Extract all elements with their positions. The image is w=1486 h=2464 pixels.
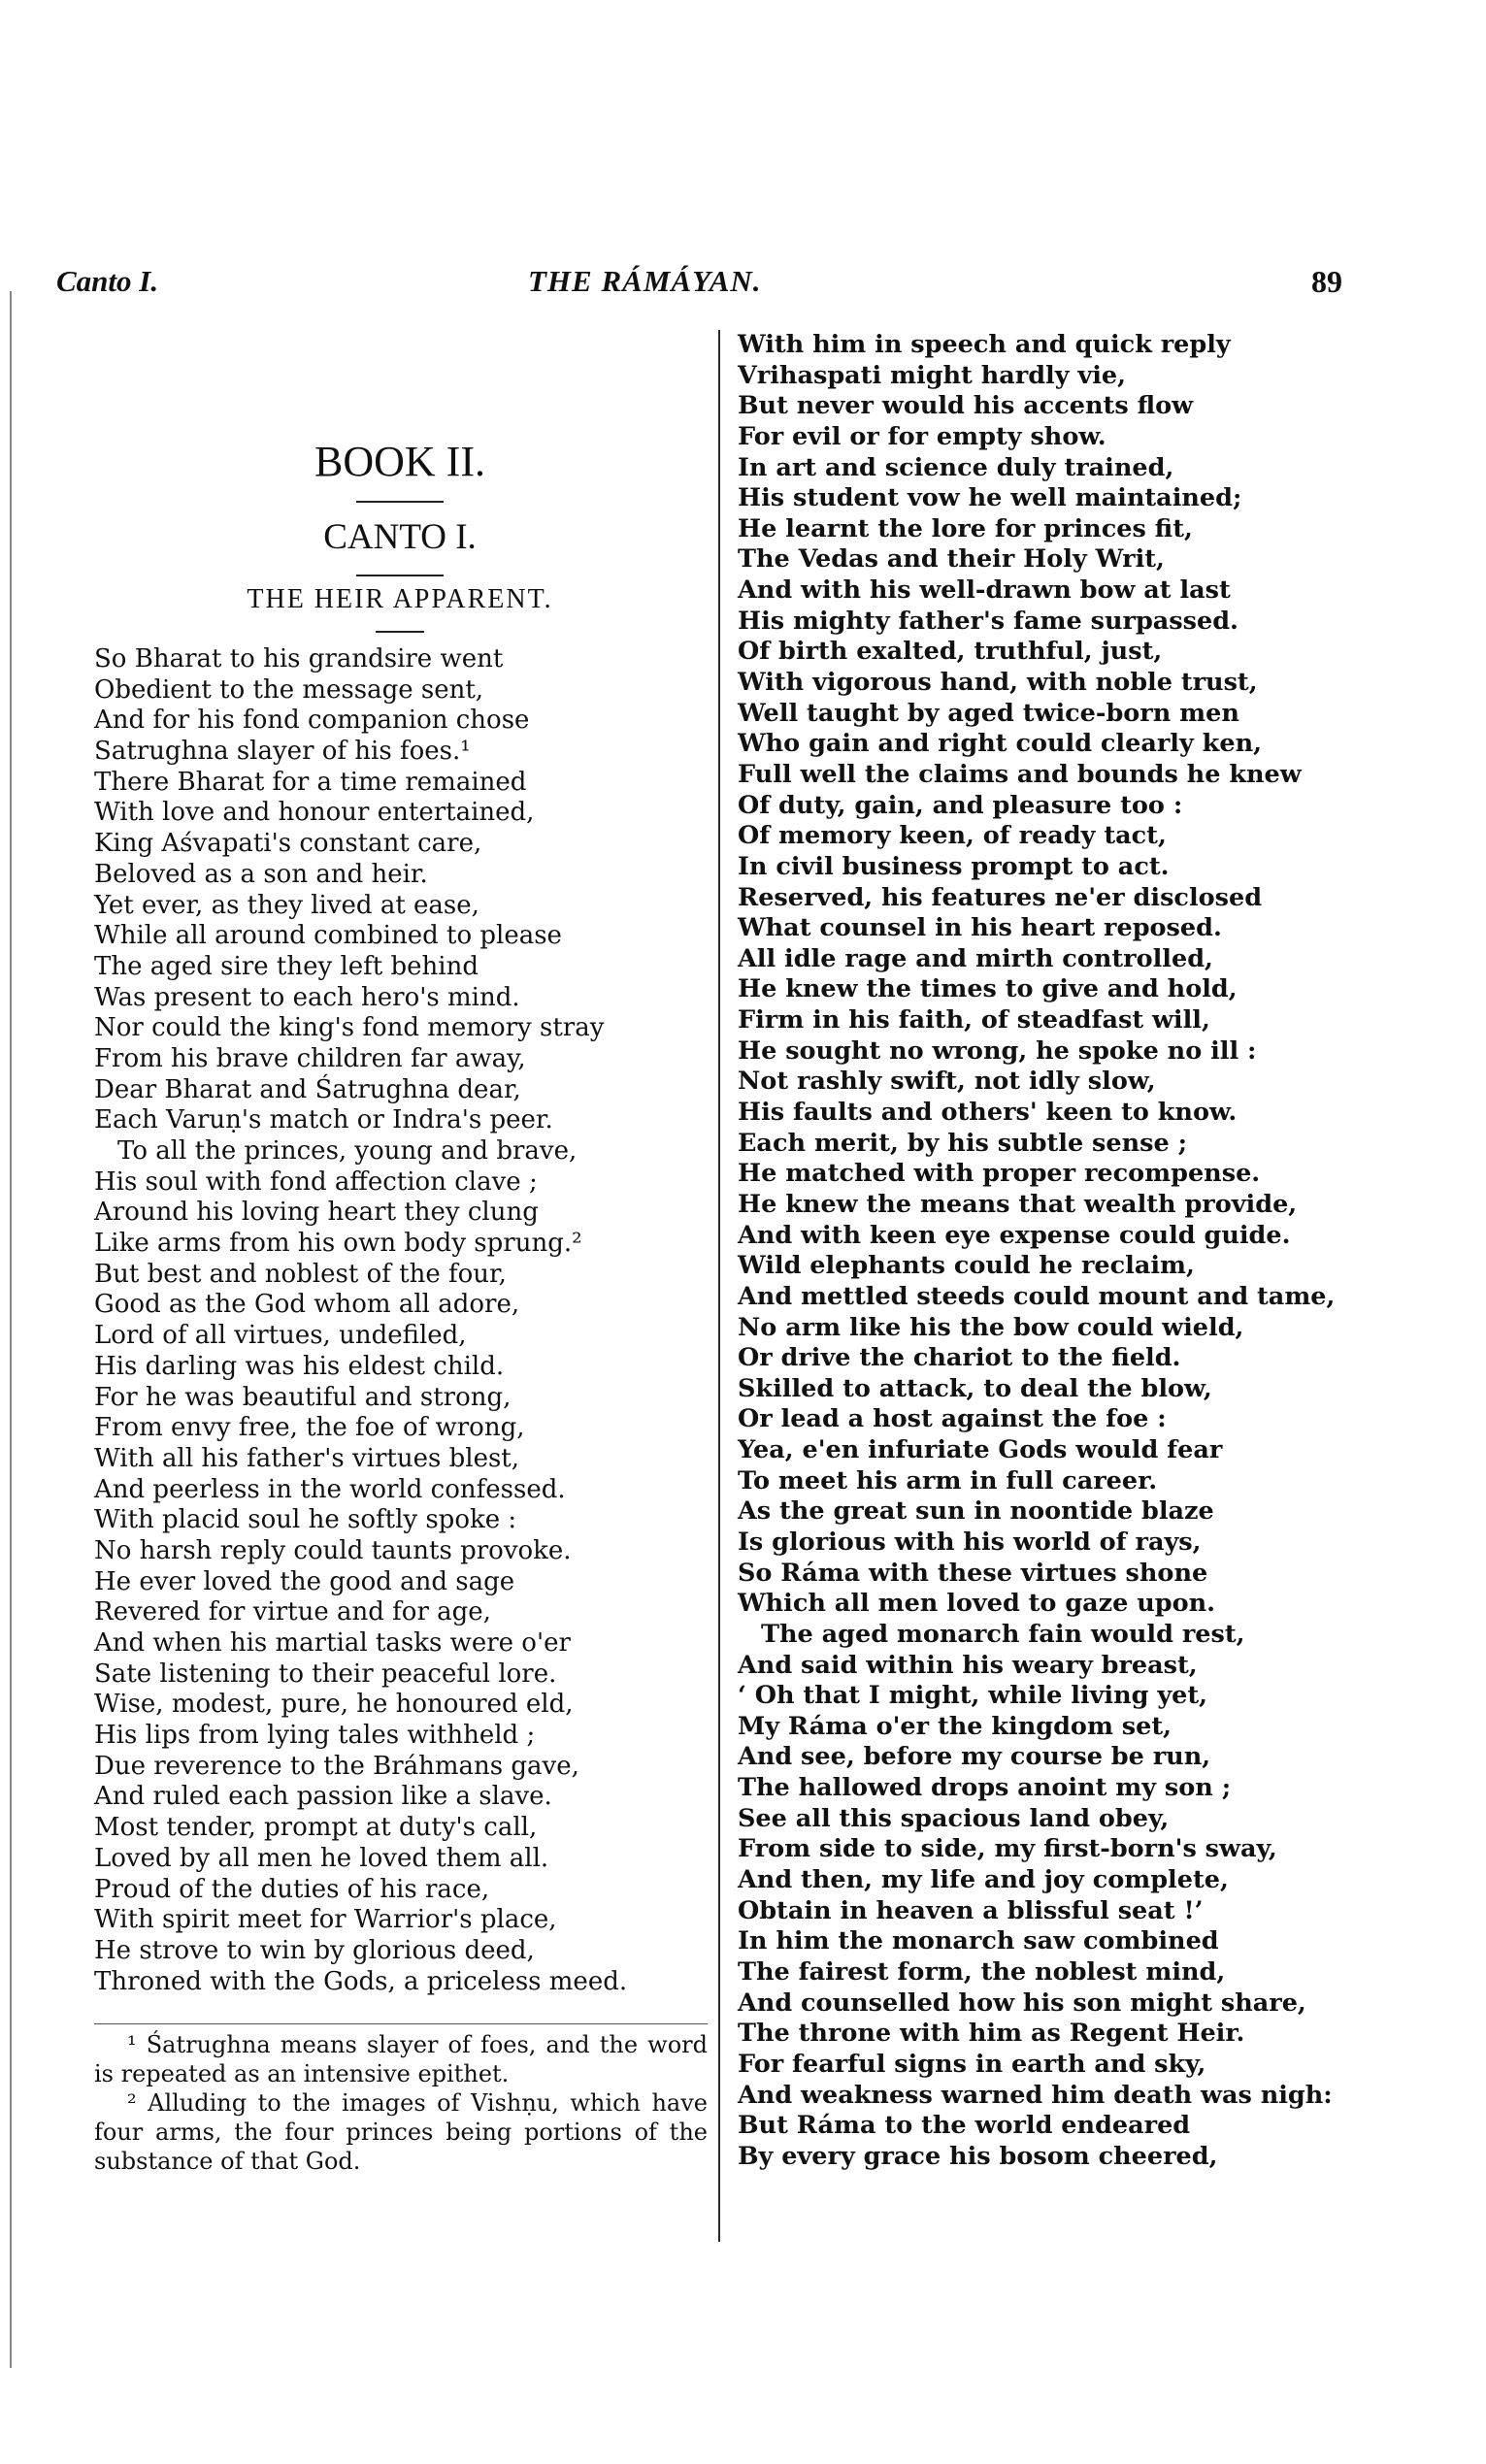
verse-line: His lips from lying tales withheld ; — [94, 1721, 536, 1751]
verse-line: No arm like his the bow could wield, — [738, 1312, 1244, 1342]
verse-line: In him the monarch saw combined — [738, 1926, 1219, 1956]
verse-line: The Vedas and their Holy Writ, — [738, 544, 1165, 575]
verse-line: For he was beautiful and strong, — [94, 1382, 512, 1412]
verse-line: His darling was his eldest child. — [94, 1351, 505, 1381]
verse-line: From his brave children far away, — [94, 1043, 526, 1073]
verse-line: From side to side, my first-born's sway, — [738, 1834, 1277, 1864]
verse-line: And counselled how his son might share, — [738, 1988, 1306, 2018]
verse-line: With all his father's virtues blest, — [94, 1443, 520, 1473]
verse-line: In civil business prompt to act. — [738, 851, 1170, 881]
verse-line: Each Varuṇ's match or Indra's peer. — [94, 1105, 553, 1135]
verse-line: Or lead a host against the foe : — [738, 1404, 1167, 1434]
canto-heading: CANTO I. — [323, 517, 477, 557]
verse-line: Around his loving heart they clung — [94, 1198, 539, 1228]
verse-line: He ever loved the good and sage — [94, 1566, 515, 1596]
verse-line: So Ráma with these virtues shone — [738, 1558, 1208, 1588]
verse-line: But best and noblest of the four, — [94, 1259, 507, 1289]
verse-line: Yet ever, as they lived at ease, — [94, 890, 479, 920]
verse-line: Skilled to attack, to deal the blow, — [738, 1373, 1212, 1403]
header-book-title: THE RÁMÁYAN. — [528, 264, 762, 298]
verse-line: As the great sun in noontide blaze — [738, 1496, 1214, 1527]
verse-line: While all around combined to please — [94, 921, 562, 951]
verse-line: He knew the means that wealth provide, — [738, 1189, 1298, 1219]
header-canto: Canto I. — [56, 264, 159, 298]
verse-line: Each merit, by his subtle sense ; — [738, 1128, 1188, 1158]
heading-rule — [356, 501, 444, 503]
verse-line: With placid soul he softly spoke : — [94, 1505, 517, 1535]
scan-margin-line — [10, 291, 12, 2368]
page-number: 89 — [1311, 264, 1342, 299]
verse-line: The aged sire they left behind — [94, 951, 479, 981]
heading-rule — [356, 575, 444, 576]
verse-line: Obtain in heaven a blissful seat !’ — [738, 1895, 1204, 1925]
verse-line: Reserved, his features ne'er disclosed — [738, 882, 1263, 912]
verse-line: And see, before my course be run, — [738, 1742, 1211, 1772]
heading-rule — [376, 631, 424, 633]
verse-line: And then, my life and joy complete, — [738, 1865, 1229, 1895]
verse-line: Nor could the king's fond memory stray — [94, 1013, 605, 1043]
verse-line: His faults and others' keen to know. — [738, 1098, 1238, 1128]
verse-line: For evil or for empty show. — [738, 421, 1106, 451]
verse-line: See all this spacious land obey, — [738, 1803, 1170, 1833]
verse-line: Revered for virtue and for age, — [94, 1597, 491, 1627]
verse-line: And for his fond companion chose — [94, 706, 530, 736]
verse-line: By every grace his bosom cheered, — [738, 2141, 1218, 2171]
verse-line: Obedient to the message sent, — [94, 674, 484, 705]
verse-line: He knew the times to give and hold, — [738, 974, 1238, 1004]
verse-line: So Bharat to his grandsire went — [94, 644, 504, 673]
verse-line: To meet his arm in full career. — [738, 1465, 1158, 1495]
verse-line: Lord of all virtues, undefiled, — [94, 1321, 467, 1351]
verse-line: Not rashly swift, not idly slow, — [738, 1067, 1156, 1097]
verse-line: Proud of the duties of his race, — [94, 1874, 490, 1904]
verse-line: His mighty father's fame surpassed. — [738, 606, 1238, 636]
verse-line: Firm in his faith, of steadfast will, — [738, 1005, 1210, 1035]
verse-line: And ruled each passion like a slave. — [94, 1782, 552, 1812]
verse-line: And mettled steeds could mount and tame, — [738, 1281, 1336, 1311]
verse-line: With vigorous hand, with noble trust, — [738, 668, 1258, 698]
verse-line: Loved by all men he loved them all. — [94, 1843, 549, 1873]
book-heading: BOOK II. — [314, 438, 485, 485]
verse-line: His soul with fond affection clave ; — [94, 1166, 538, 1197]
verse-line: And weakness warned him death was nigh: — [738, 2080, 1333, 2110]
left-verse-block — [94, 644, 715, 1997]
verse-line: Sate listening to their peaceful lore. — [94, 1659, 557, 1689]
verse-line: With him in speech and quick reply — [738, 330, 1231, 359]
verse-line: King Aśvapati's constant care, — [94, 829, 482, 859]
chapter-title: THE HEIR APPARENT. — [247, 584, 553, 614]
verse-line: Was present to each hero's mind. — [94, 982, 520, 1012]
verse-line: Full well the claims and bounds he knew — [738, 759, 1302, 789]
verse-line: Of birth exalted, truthful, just, — [738, 637, 1163, 667]
verse-line: Throned with the Gods, a priceless meed. — [94, 1966, 628, 1996]
verse-line: He learnt the lore for princes fit, — [738, 513, 1193, 543]
verse-line: Who gain and right could clearly ken, — [738, 729, 1262, 759]
verse-line: From envy free, the foe of wrong, — [94, 1413, 525, 1443]
verse-line: There Bharat for a time remained — [94, 767, 527, 797]
verse-line: Which all men loved to gaze upon. — [738, 1589, 1216, 1619]
verse-line: Good as the God whom all adore, — [94, 1290, 520, 1320]
verse-line: My Ráma o'er the kingdom set, — [738, 1711, 1172, 1741]
verse-line: The hallowed drops anoint my son ; — [738, 1773, 1232, 1803]
verse-line: But never would his accents flow — [738, 391, 1194, 421]
verse-line: In art and science duly trained, — [738, 452, 1174, 482]
verse-line: Or drive the chariot to the field. — [738, 1343, 1181, 1373]
verse-line: And with keen eye expense could guide. — [738, 1220, 1291, 1250]
verse-line: Beloved as a son and heir. — [94, 859, 428, 889]
footnotes — [94, 2030, 708, 2176]
verse-line: What counsel in his heart reposed. — [738, 913, 1222, 943]
verse-line: Well taught by aged twice-born men — [738, 698, 1239, 728]
verse-line: The throne with him as Regent Heir. — [738, 2019, 1245, 2049]
verse-line: His student vow he well maintained; — [738, 483, 1242, 513]
verse-line: With spirit meet for Warrior's place, — [94, 1905, 557, 1935]
running-header — [56, 264, 1342, 312]
verse-line: ‘ Oh that I might, while living yet, — [738, 1681, 1208, 1711]
verse-line: Yea, e'en infuriate Gods would fear — [738, 1435, 1223, 1465]
verse-line: Wild elephants could he reclaim, — [738, 1251, 1195, 1281]
verse-line: Of memory keen, of ready tact, — [738, 821, 1167, 851]
verse-line: To all the princes, young and brave, — [117, 1136, 578, 1166]
verse-line: He matched with proper recompense. — [738, 1159, 1261, 1189]
verse-line: And with his well-drawn bow at last — [738, 575, 1231, 606]
right-verse-block — [738, 330, 1359, 2172]
verse-line: He strove to win by glorious deed, — [94, 1935, 535, 1965]
verse-line: But Ráma to the world endeared — [738, 2111, 1191, 2141]
verse-line: With love and honour entertained, — [94, 798, 535, 828]
verse-line: Vrihaspati might hardly vie, — [738, 360, 1127, 390]
verse-line: All idle rage and mirth controlled, — [738, 943, 1213, 973]
verse-line: No harsh reply could taunts provoke. — [94, 1535, 572, 1565]
footnote-rule — [94, 2023, 708, 2024]
footnote: ² Alluding to the images of Vishṇu, which have four arms, the four princes being portions of the substance of that God. — [94, 2089, 708, 2175]
verse-line: Satrughna slayer of his foes.¹ — [94, 737, 471, 767]
column-divider — [718, 330, 720, 2242]
verse-line: Of duty, gain, and pleasure too : — [738, 790, 1183, 820]
verse-line: Due reverence to the Bráhmans gave, — [94, 1751, 579, 1781]
verse-line: And said within his weary breast, — [738, 1650, 1198, 1680]
verse-line: Most tender, prompt at duty's call, — [94, 1813, 538, 1843]
verse-line: And peerless in the world confessed. — [94, 1474, 566, 1504]
footnote: ¹ Śatrughna means slayer of foes, and the word is repeated as an intensive epithet. — [94, 2031, 708, 2087]
verse-line: The aged monarch fain would rest, — [761, 1619, 1245, 1649]
verse-line: Like arms from his own body sprung.² — [94, 1229, 582, 1259]
verse-line: Is glorious with his world of rays, — [738, 1527, 1202, 1557]
verse-line: Wise, modest, pure, he honoured eld, — [94, 1690, 574, 1720]
verse-line: And when his martial tasks were o'er — [94, 1628, 571, 1658]
verse-line: The fairest form, the noblest mind, — [738, 1956, 1226, 1987]
verse-line: Dear Bharat and Śatrughna dear, — [94, 1074, 521, 1104]
verse-line: For fearful signs in earth and sky, — [738, 2049, 1206, 2079]
verse-line: He sought no wrong, he spoke no ill : — [738, 1035, 1257, 1066]
